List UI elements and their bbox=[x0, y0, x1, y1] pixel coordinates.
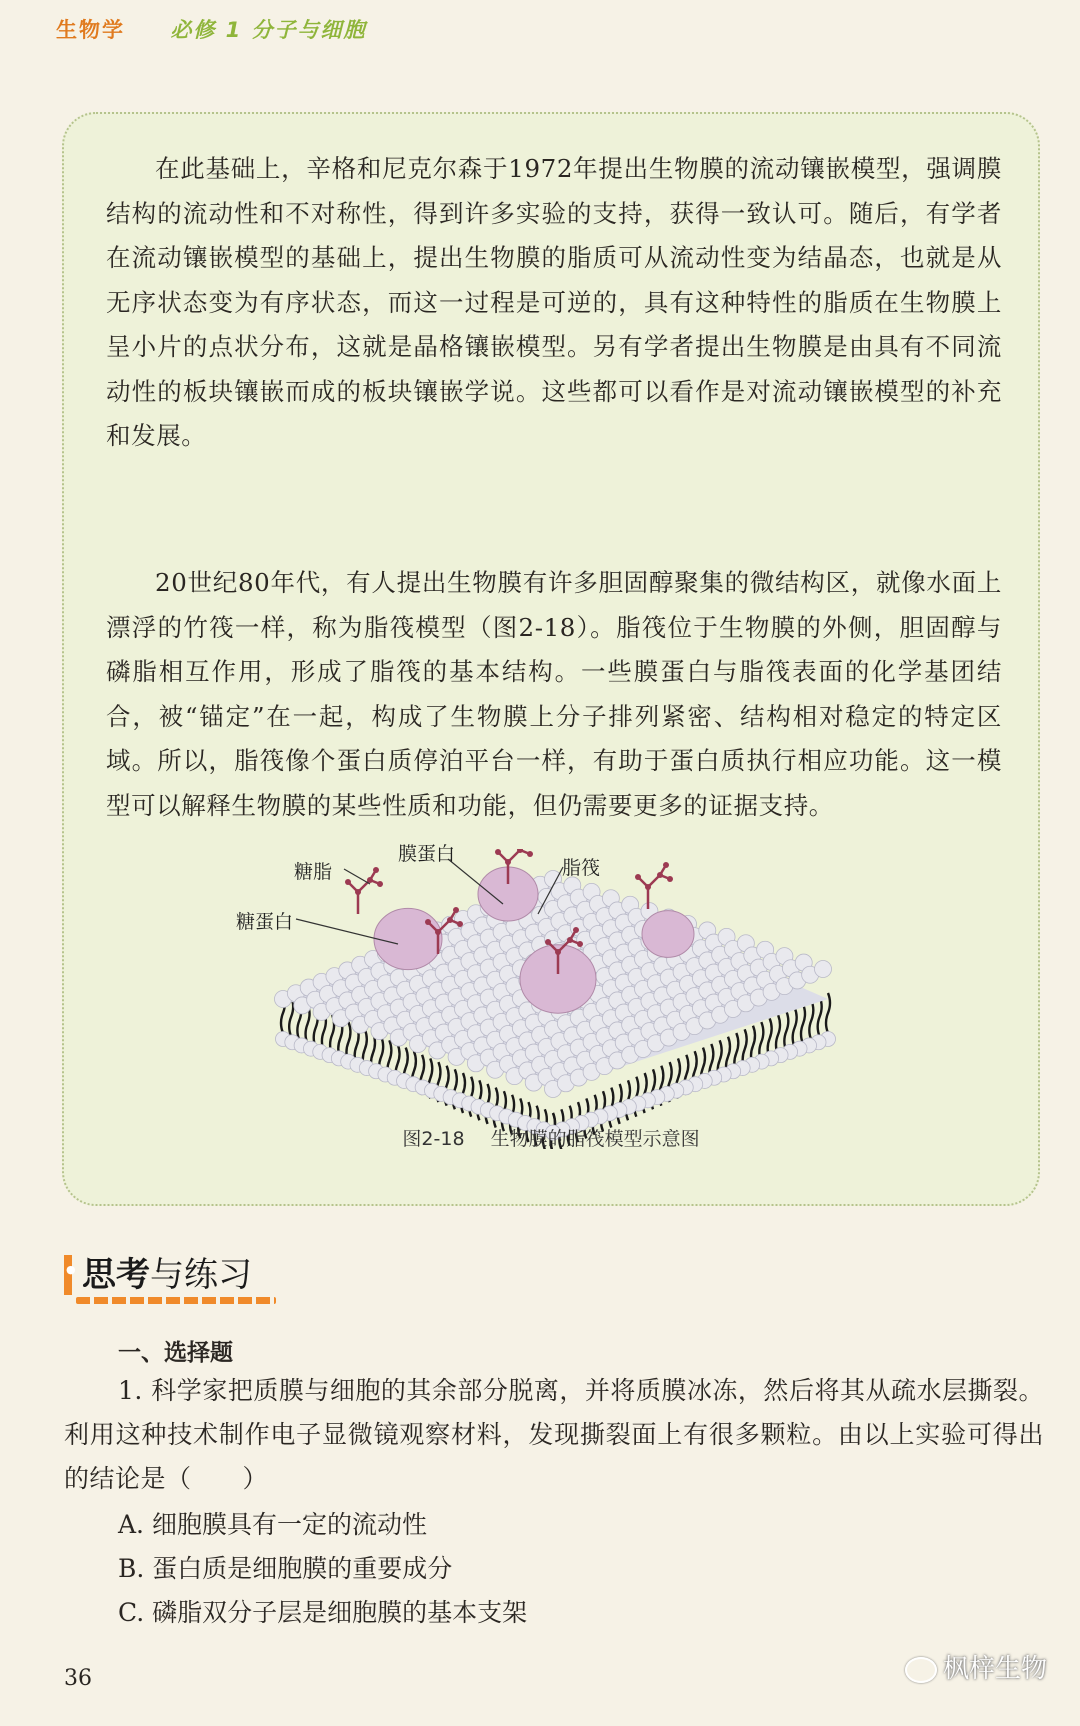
sugar-unit bbox=[645, 884, 651, 890]
subject-title: 生物学 bbox=[56, 18, 125, 42]
watermark-text: 枫梓生物 bbox=[943, 1654, 1048, 1684]
caption-text: 生物膜的脂筏模型示意图 bbox=[490, 1128, 700, 1150]
label-glycoprotein: 糖蛋白 bbox=[236, 911, 294, 933]
lipid-head bbox=[815, 961, 832, 978]
section-title-underline bbox=[76, 1297, 276, 1304]
sugar-unit bbox=[495, 849, 501, 855]
volume-title: 必修 1 分子与细胞 bbox=[170, 18, 367, 42]
sugar-unit bbox=[505, 859, 511, 865]
page-header bbox=[56, 14, 367, 44]
sugar-unit bbox=[577, 941, 583, 947]
caption-number: 图2-18 bbox=[402, 1128, 465, 1150]
sugar-unit bbox=[377, 881, 383, 887]
section-title-bold: 思考 bbox=[82, 1255, 150, 1295]
sugar-unit bbox=[667, 876, 673, 882]
sugar-unit bbox=[425, 919, 431, 925]
page-number: 36 bbox=[64, 1666, 92, 1691]
label-lipid-raft: 脂筏 bbox=[562, 857, 601, 879]
sugar-unit bbox=[567, 937, 573, 943]
exercise-heading: 一、选择题 bbox=[118, 1340, 233, 1366]
sugar-unit bbox=[457, 921, 463, 927]
figure-caption bbox=[64, 1124, 1038, 1151]
label-glycolipid: 糖脂 bbox=[294, 861, 333, 883]
sugar-unit bbox=[545, 939, 551, 945]
lightbulb-icon: ● bbox=[66, 1263, 76, 1276]
option-b: B. 蛋白质是细胞膜的重要成分 bbox=[118, 1554, 453, 1583]
label-membrane-protein: 膜蛋白 bbox=[398, 843, 456, 865]
section-title-light: 与练习 bbox=[150, 1255, 252, 1295]
watermark bbox=[905, 1648, 1047, 1685]
lipid-tail bbox=[801, 1004, 805, 1044]
sugar-unit bbox=[355, 889, 361, 895]
sugar-unit bbox=[345, 879, 351, 885]
sugar-unit bbox=[657, 872, 663, 878]
reading-paragraph-2: 20世纪80年代，有人提出生物膜有许多胆固醇聚集的微结构区，就像水面上漂浮的竹筏一样，称为脂筏模型（图2-18）。脂筏位于生物膜的外侧，胆固醇与磷脂相互作用，形成了脂筏的基本结构。一些膜蛋白与脂筏表面的化学基团结合，被“锚定”在一起，构成了生物膜上分子排列紧密、结构相对稳定的特定区域。所以，脂筏像个蛋白质停泊平台一样，有助于蛋白质执行相应功能。这一模型可以解释生物膜的某些性质和功能，但仍需要更多的证据支持。 bbox=[106, 568, 1002, 820]
sugar-unit bbox=[663, 862, 669, 868]
sugar-unit bbox=[635, 874, 641, 880]
sugar-unit bbox=[435, 929, 441, 935]
section-title bbox=[64, 1247, 274, 1297]
reading-box bbox=[62, 112, 1040, 1206]
sugar-chain bbox=[348, 870, 380, 914]
question-1: 1. 科学家把质膜与细胞的其余部分脱离，并将质膜冰冻，然后将其从疏水层撕裂。利用这种技术制作电子显微镜观察材料，发现撕裂面上有很多颗粒。由以上实验可得出的结论是（ ） bbox=[64, 1376, 1044, 1493]
option-a: A. 细胞膜具有一定的流动性 bbox=[118, 1510, 427, 1539]
sugar-chain bbox=[638, 865, 670, 909]
sugar-unit bbox=[373, 867, 379, 873]
sugar-unit bbox=[573, 927, 579, 933]
sugar-unit bbox=[447, 917, 453, 923]
lipid-tail bbox=[809, 1000, 813, 1040]
membrane-protein bbox=[374, 908, 442, 969]
sugar-unit bbox=[453, 907, 459, 913]
lipid-raft-figure bbox=[108, 843, 998, 1159]
lipid-tail bbox=[793, 1008, 797, 1048]
wechat-icon bbox=[905, 1657, 937, 1683]
lipid-tail bbox=[818, 997, 822, 1037]
membrane-illustration bbox=[108, 849, 998, 1149]
option-c: C. 磷脂双分子层是细胞膜的基本支架 bbox=[118, 1598, 528, 1627]
section-title-text bbox=[82, 1247, 252, 1296]
sugar-unit bbox=[527, 851, 533, 857]
sugar-unit bbox=[555, 949, 561, 955]
membrane-protein bbox=[642, 911, 694, 958]
reading-paragraph-1: 在此基础上，辛格和尼克尔森于1972年提出生物膜的流动镶嵌模型，强调膜结构的流动性和不对称性，得到许多实验的支持，获得一致认可。随后，有学者在流动镶嵌模型的基础上，提出生物膜的脂质可从流动性变为结晶态，也就是从无序状态变为有序状态，而这一过程是可逆的，具有这种特性的脂质在生物膜上呈小片的点状分布，这就是晶格镶嵌模型。另有学者提出生物膜是由具有不同流动性的板块镶嵌而成的板块镶嵌学说。这些都可以看作是对流动镶嵌模型的补充和发展。 bbox=[106, 154, 1002, 450]
